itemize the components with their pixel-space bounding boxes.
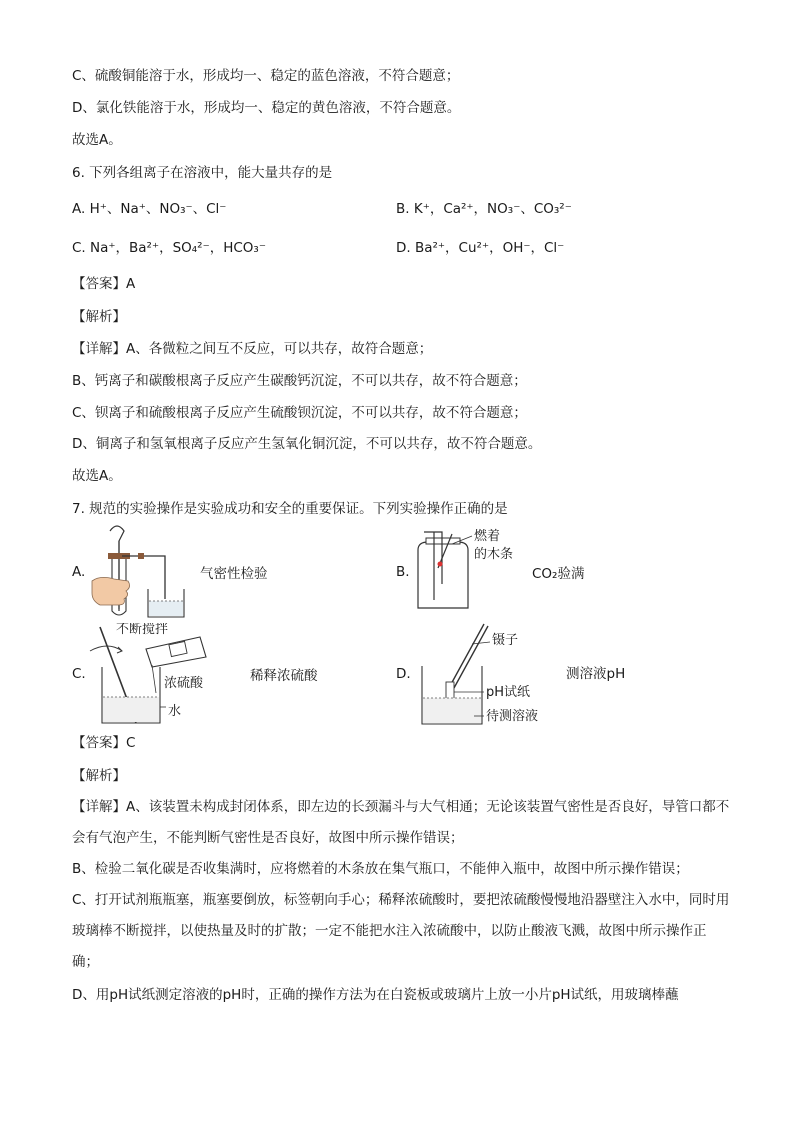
q6-choice: 故选A。: [72, 468, 122, 484]
test-solution-label: 待测溶液: [486, 709, 539, 724]
q7-stem: 7. 规范的实验操作是实验成功和安全的重要保证。下列实验操作正确的是: [72, 501, 508, 517]
q7-option-a-caption: 气密性检验: [200, 566, 268, 582]
q6-answer: 【答案】A: [72, 276, 136, 292]
prev-option-c-explanation: C、硫酸铜能溶于水，形成均一、稳定的蓝色溶液，不符合题意；: [72, 68, 460, 84]
ph-paper-label: pH试纸: [486, 685, 531, 700]
prev-option-d-explanation: D、氯化铁能溶于水，形成均一、稳定的黄色溶液，不符合题意。: [72, 100, 461, 116]
q6-option-c: C. Na⁺，Ba²⁺，SO₄²⁻，HCO₃⁻: [72, 240, 266, 256]
measure-ph-figure: [414, 620, 564, 728]
q6-stem: 6. 下列各组离子在溶液中，能大量共存的是: [72, 165, 333, 181]
tweezers-label: 镊子: [492, 633, 519, 648]
q7-option-c-caption: 稀释浓硫酸: [250, 668, 318, 684]
q7-detail-c: C、打开试剂瓶瓶塞，瓶塞要倒放，标签朝向手心；稀释浓硫酸时，要把浓硫酸慢慢地沿器壁注入水中，同时用玻璃棒不断搅拌，以使热量及时的扩散；一定不能把水注入浓硫酸中，以防止酸液飞溅，故图中所示操作正确；: [72, 892, 730, 970]
q7-detail-b: B、检验二氧化碳是否收集满时，应将燃着的木条放在集气瓶口，不能伸入瓶中，故图中所示操作错误；: [72, 861, 689, 877]
q6-detail-d: D、铜离子和氢氧根离子反应产生氢氧化铜沉淀，不可以共存，故不符合题意。: [72, 436, 542, 452]
q6-option-d: D. Ba²⁺，Cu²⁺，OH⁻，Cl⁻: [396, 240, 565, 256]
q7-option-a-label: A.: [72, 564, 86, 580]
q6-detail-c: C、钡离子和硫酸根离子反应产生硫酸钡沉淀，不可以共存，故不符合题意；: [72, 405, 527, 421]
q6-detail-b: B、钙离子和碳酸根离子反应产生碳酸钙沉淀，不可以共存，故不符合题意；: [72, 373, 527, 389]
q7-option-b-label: B.: [396, 564, 410, 580]
water-label: 水: [168, 704, 182, 719]
q7-option-d-caption: 测溶液pH: [566, 666, 626, 682]
q7-option-d-label: D.: [396, 666, 411, 682]
dilute-sulfuric-acid-figure: [88, 623, 258, 728]
q7-detail-a: 【详解】A、该装置未构成封闭体系，即左边的长颈漏斗与大气相通；无论该装置气密性是否良好，导管口都不会有气泡产生，不能判断气密性是否良好，故图中所示操作错误；: [72, 799, 730, 846]
q7-option-b-caption: CO₂验满: [532, 566, 585, 582]
q6-detail-a: 【详解】A、各微粒之间互不反应，可以共存，故符合题意；: [72, 341, 433, 357]
burning-stick-label-1: 燃着: [474, 529, 501, 544]
q6-analysis-heading: 【解析】: [72, 309, 126, 325]
q7-option-c-label: C.: [72, 666, 86, 682]
q7-detail-d: D、用pH试纸测定溶液的pH时，正确的操作方法为在白瓷板或玻璃片上放一小片pH试纸，用玻璃棒蘸: [72, 987, 679, 1003]
q7-analysis-heading: 【解析】: [72, 768, 126, 784]
airtightness-check-figure: [90, 523, 200, 623]
burning-stick-label-2: 的木条: [474, 547, 514, 562]
stir-label: 不断搅拌: [116, 623, 169, 637]
q6-option-a: A. H⁺、Na⁺、NO₃⁻、Cl⁻: [72, 201, 227, 217]
acid-label: 浓硫酸: [164, 676, 204, 691]
prev-choice: 故选A。: [72, 132, 122, 148]
q6-option-b: B. K⁺，Ca²⁺，NO₃⁻、CO₃²⁻: [396, 201, 572, 217]
q7-answer: 【答案】C: [72, 735, 136, 751]
